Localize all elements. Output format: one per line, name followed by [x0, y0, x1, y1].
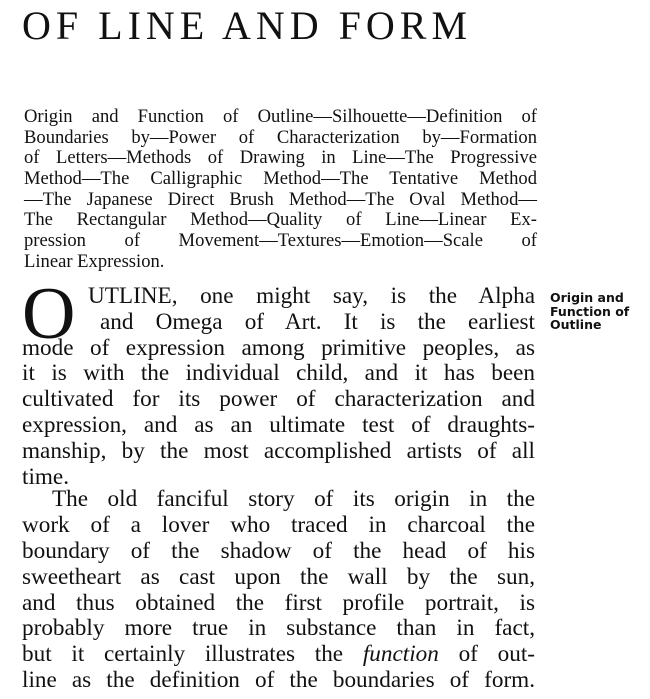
- paragraph-line: probably more true in substance than in fact,: [22, 615, 535, 642]
- synopsis-line: Origin and Function of Outline—Silhouette—Definition of: [24, 106, 537, 127]
- paragraph-1: [22, 284, 535, 490]
- paragraph-line: it is with the individual child, and it has been: [22, 360, 535, 387]
- drop-cap: O: [22, 273, 76, 355]
- synopsis-line: Linear Expression.: [24, 250, 165, 272]
- paragraph-2: [22, 487, 535, 694]
- line-start: but it certainly illustrates the: [22, 641, 344, 668]
- paragraph-line: expression, and as an ultimate test of draughts-: [22, 411, 535, 438]
- paragraph-line: and thus obtained the first profile portrait, is: [22, 589, 535, 616]
- paragraph-line: line as the definition of the boundaries of form.: [22, 667, 535, 694]
- paragraph-line: The old fanciful story of its origin in the: [52, 486, 535, 512]
- synopsis-line: —The Japanese Direct Brush Method—The Oval Method—: [24, 188, 537, 210]
- paragraph-line: work of a lover who traced in charcoal the: [22, 511, 535, 538]
- chapter-title: OF LINE AND FORM: [22, 3, 473, 48]
- paragraph-line: cultivated for its power of characterization and: [22, 386, 535, 413]
- synopsis-line: of Letters—Methods of Drawing in Line—The Progressive: [24, 147, 537, 169]
- paragraph-line: time.: [22, 463, 70, 490]
- synopsis-line: The Rectangular Method—Quality of Line—Linear Ex-: [24, 209, 537, 231]
- paragraph-line: manship, by the most accomplished artists of all: [22, 437, 535, 464]
- synopsis-line: pression of Movement—Textures—Emotion—Scale of: [24, 230, 537, 252]
- chapter-synopsis: [24, 107, 537, 273]
- paragraph-line: boundary of the shadow of the head of his: [22, 537, 535, 564]
- paragraph-line: and Omega of Art. It is the earliest: [100, 308, 535, 335]
- line-end: of out-: [438, 641, 535, 668]
- synopsis-line: Boundaries by—Power of Characterization by—Formation: [24, 126, 537, 148]
- margin-note-line: Outline: [550, 317, 602, 332]
- margin-note-line: Origin and: [550, 290, 624, 305]
- paragraph-line: sweetheart as cast upon the wall by the sun,: [22, 563, 535, 590]
- paragraph-line-with-emphasis: [22, 642, 535, 668]
- synopsis-line: Method—The Calligraphic Method—The Tentative Method: [24, 168, 537, 190]
- paragraph-line: mode of expression among primitive peoples, as: [22, 334, 535, 361]
- margin-note-line: Function of: [550, 303, 630, 319]
- margin-note: [550, 291, 650, 332]
- emphasized-word: function: [362, 641, 439, 668]
- paragraph-line: UTLINE, one might say, is the Alpha: [88, 283, 535, 309]
